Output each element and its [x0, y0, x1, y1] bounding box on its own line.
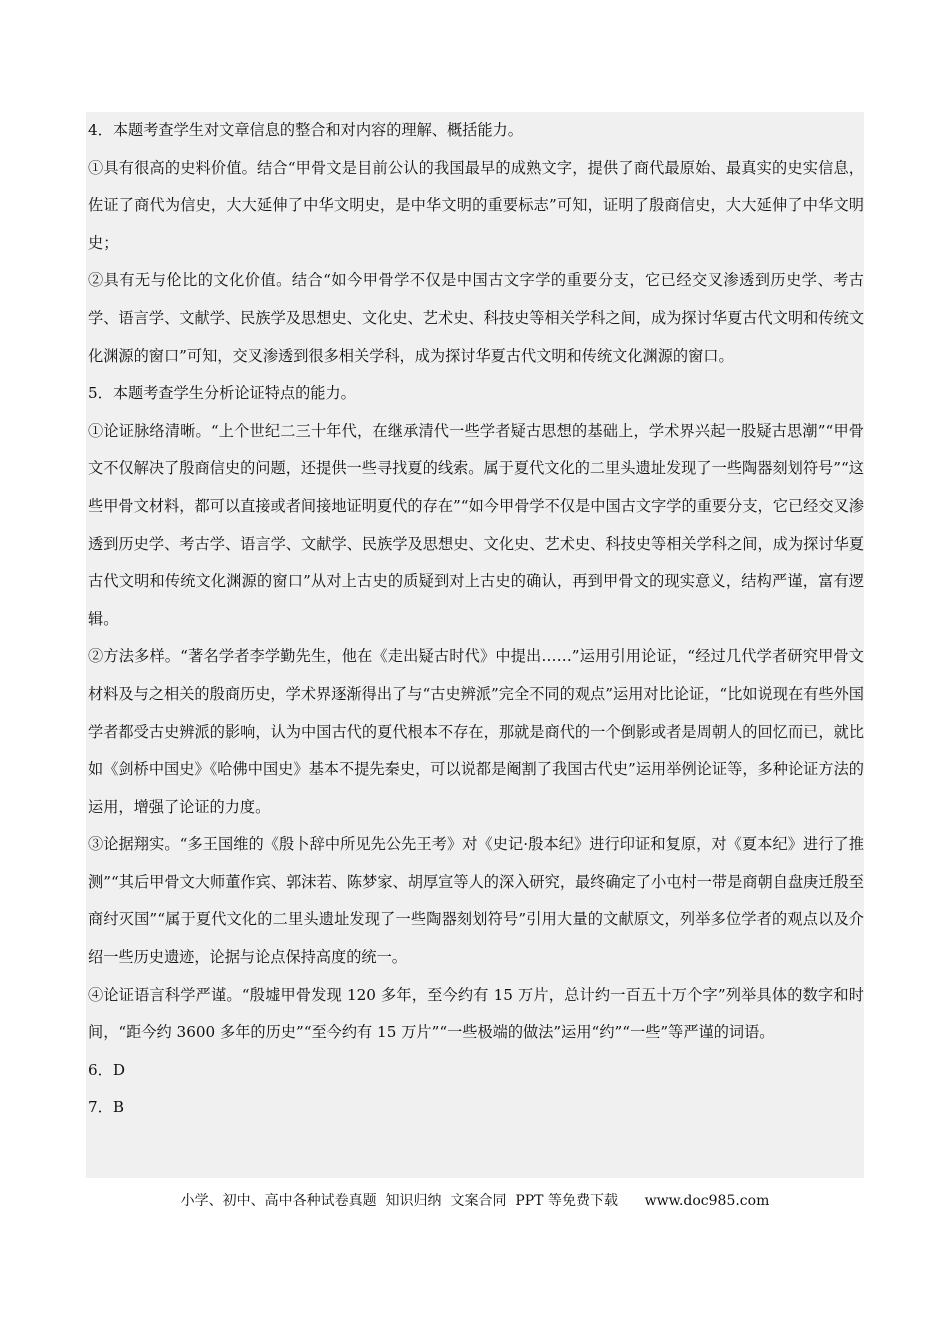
paragraph-q4-point-2: ②具有无与伦比的文化价值。结合“如今甲骨学不仅是中国古文字学的重要分支，它已经交叉渗透到历史学、考古学、语言学、文献学、民族学及思想史、文化史、艺术史、科技史等相关学科之间，成为探讨华夏古代文明和传统文化渊源的窗口”可知，交叉渗透到很多相关学科，成为探讨华夏古代文明和传统文化渊源的窗口。	[88, 271, 864, 365]
paragraph-q5-point-4: ④论证语言科学严谨。“殷墟甲骨发现 120 多年，至今约有 15 万片，总计约一百五十万个字”列举具体的数字和时间，“距今约 3600 多年的历史”“至今约有 15 万片”“一些极端的做法”运用“约”“一些”等严谨的词语。	[88, 985, 864, 1042]
paragraph-q5-point-3: ③论据翔实。“多王国维的《殷卜辞中所见先公先王考》对《史记·殷本纪》进行印证和复原，对《夏本纪》进行了推测”“其后甲骨文大师董作宾、郭沫若、陈梦家、胡厚宣等人的深入研究，最终确定了小屯村一带是商朝自盘庚迁殷至商纣灭国”“属于夏代文化的二里头遗址发现了一些陶器刻划符号”引用大量的文献原文，列举多位学者的观点以及介绍一些历史遗迹，论据与论点保持高度的统一。	[88, 835, 864, 967]
paragraph-q5-point-1: ①论证脉络清晰。“上个世纪二三十年代，在继承清代一些学者疑古思想的基础上，学术界兴起一股疑古思潮”“甲骨文不仅解决了殷商信史的问题，还提供一些寻找夏的线索。属于夏代文化的二里头遗址发现了一些陶器刻划符号”“这些甲骨文材料，都可以直接或者间接地证明夏代的存在”“如今甲骨学不仅是中国古文字学的重要分支，它已经交叉渗透到历史学、考古学、语言学、文献学、民族学及思想史、文化史、艺术史、科技史等相关学科之间，成为探讨华夏古代文明和传统文化渊源的窗口”从对上古史的质疑到对上古史的确认，再到甲骨文的现实意义，结构严谨，富有逻辑。	[88, 421, 864, 628]
paragraph-q5-point-2: ②方法多样。“著名学者李学勤先生，他在《走出疑古时代》中提出……”运用引用论证，“经过几代学者研究甲骨文材料及与之相关的殷商历史，学术界逐渐得出了与“古史辨派”完全不同的观点”运用对比论证，“比如说现在有些外国学者都受古史辨派的影响，认为中国古代的夏代根本不存在，那就是商代的一个倒影或者是周朝人的回忆而已，就比如《剑桥中国史》《哈佛中国史》基本不提先秦史，可以说都是阉割了我国古代史”运用举例论证等，多种论证方法的运用，增强了论证的力度。	[88, 647, 864, 816]
paragraph-q4-point-1: ①具有很高的史料价值。结合“甲骨文是目前公认的我国最早的成熟文字，提供了商代最原始、最真实的史实信息，佐证了商代为信史，大大延伸了中华文明史，是中华文明的重要标志”可知，证明了殷商信史，大大延伸了中华文明史；	[88, 158, 864, 252]
answer-q7: 7．B	[88, 1098, 125, 1117]
answer-q6: 6．D	[88, 1060, 126, 1079]
page-footer: 小学、初中、高中各种试卷真题 知识归纳 文案合同 PPT 等免费下载 www.doc985.com	[180, 1193, 770, 1209]
paragraph-q4-heading: 4．本题考查学生对文章信息的整合和对内容的理解、概括能力。	[88, 121, 523, 139]
answer-content	[86, 112, 864, 1178]
paragraph-q5-heading: 5．本题考查学生分析论证特点的能力。	[88, 384, 356, 403]
